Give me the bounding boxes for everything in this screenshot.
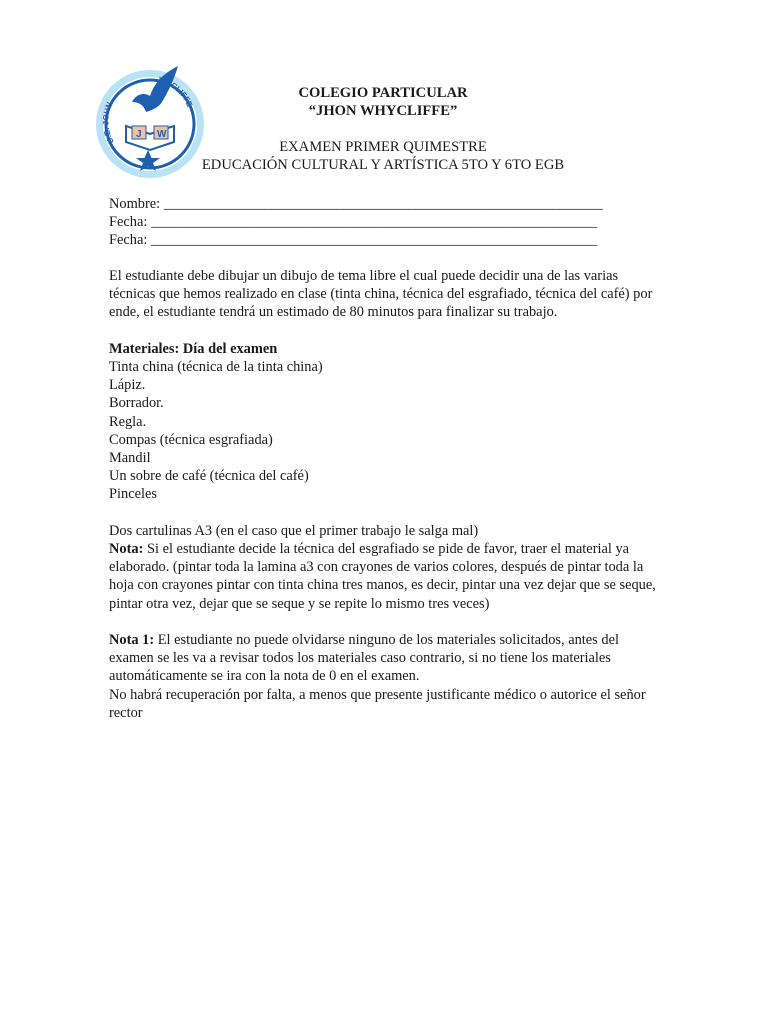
nota-paragraph <box>109 540 661 613</box>
nota1-text: El estudiante no puede olvidarse ninguno de los materiales solicitados, antes del examen se les va a revisar todos los materiales caso contrario, si no tiene los materiales automáticamente se ira con la nota de 0 en el examen. <box>109 632 619 685</box>
date-field: Fecha: ______________________________________________________________ <box>109 214 598 231</box>
exam-title: EXAMEN PRIMER QUIMESTRE <box>279 139 487 155</box>
material-item: Borrador. <box>109 395 164 412</box>
material-item: Compas (técnica esgrafiada) <box>109 431 273 448</box>
material-item: Regla. <box>109 413 147 430</box>
logo-letter-j: J <box>136 129 142 140</box>
material-item: Pinceles <box>109 486 157 503</box>
exam-subject: EDUCACIÓN CULTURAL Y ARTÍSTICA 5TO Y 6TO EGB <box>201 157 565 173</box>
material-item: Tinta china (técnica de la tinta china) <box>109 359 323 375</box>
document-header <box>170 84 596 174</box>
nota1-label: Nota 1: <box>109 632 155 649</box>
date-field-2: Fecha: ______________________________________________________________ <box>109 232 598 249</box>
student-fields <box>109 195 603 250</box>
logo-ring-text-right: WYCLIFFE <box>157 75 195 109</box>
school-name-line1: COLEGIO PARTICULAR <box>298 85 468 101</box>
material-item: Mandil <box>109 450 151 467</box>
materials-heading: Materiales: Día del examen <box>109 340 278 357</box>
nota-text: Si el estudiante decide la técnica del esgrafiado se pide de favor, traer el material ya elaborado. (pintar toda la lamina a3 con crayones de varios colores, después de pintar toda la hoja con crayones pintar con tinta china tres manos, es decir, pintar una vez dejar que se seque, pintar otra vez, dejar que se seque y se repite lo mismo tres veces) <box>109 541 656 612</box>
school-name-line2: “JHON WHYCLIFFE” <box>308 103 458 119</box>
cartulinas-line: Dos cartulinas A3 (en el caso que el primer trabajo le salga mal) <box>109 522 479 539</box>
material-item: Un sobre de café (técnica del café) <box>109 468 309 485</box>
name-field: Nombre: _____________________________________________________________ <box>109 196 603 212</box>
material-item: Lápiz. <box>109 377 146 394</box>
logo-ring-text-left: U.E. JOHN <box>101 100 116 146</box>
nota1-paragraph <box>109 631 661 686</box>
nota-label: Nota: <box>109 541 144 558</box>
nota1-extra: No habrá recuperación por falta, a menos que presente justificante médico o autorice el señor rector <box>109 686 646 721</box>
document-body <box>109 267 661 722</box>
intro-paragraph: El estudiante debe dibujar un dibujo de tema libre el cual puede decidir una de las varias técnicas que hemos realizado en clase (tinta china, técnica del esgrafiado, técnica del café) por ende, el estudiante tendrá un estimado de 80 minutos para finalizar su trabajo. <box>109 268 653 321</box>
logo-letter-w: W <box>157 129 167 140</box>
